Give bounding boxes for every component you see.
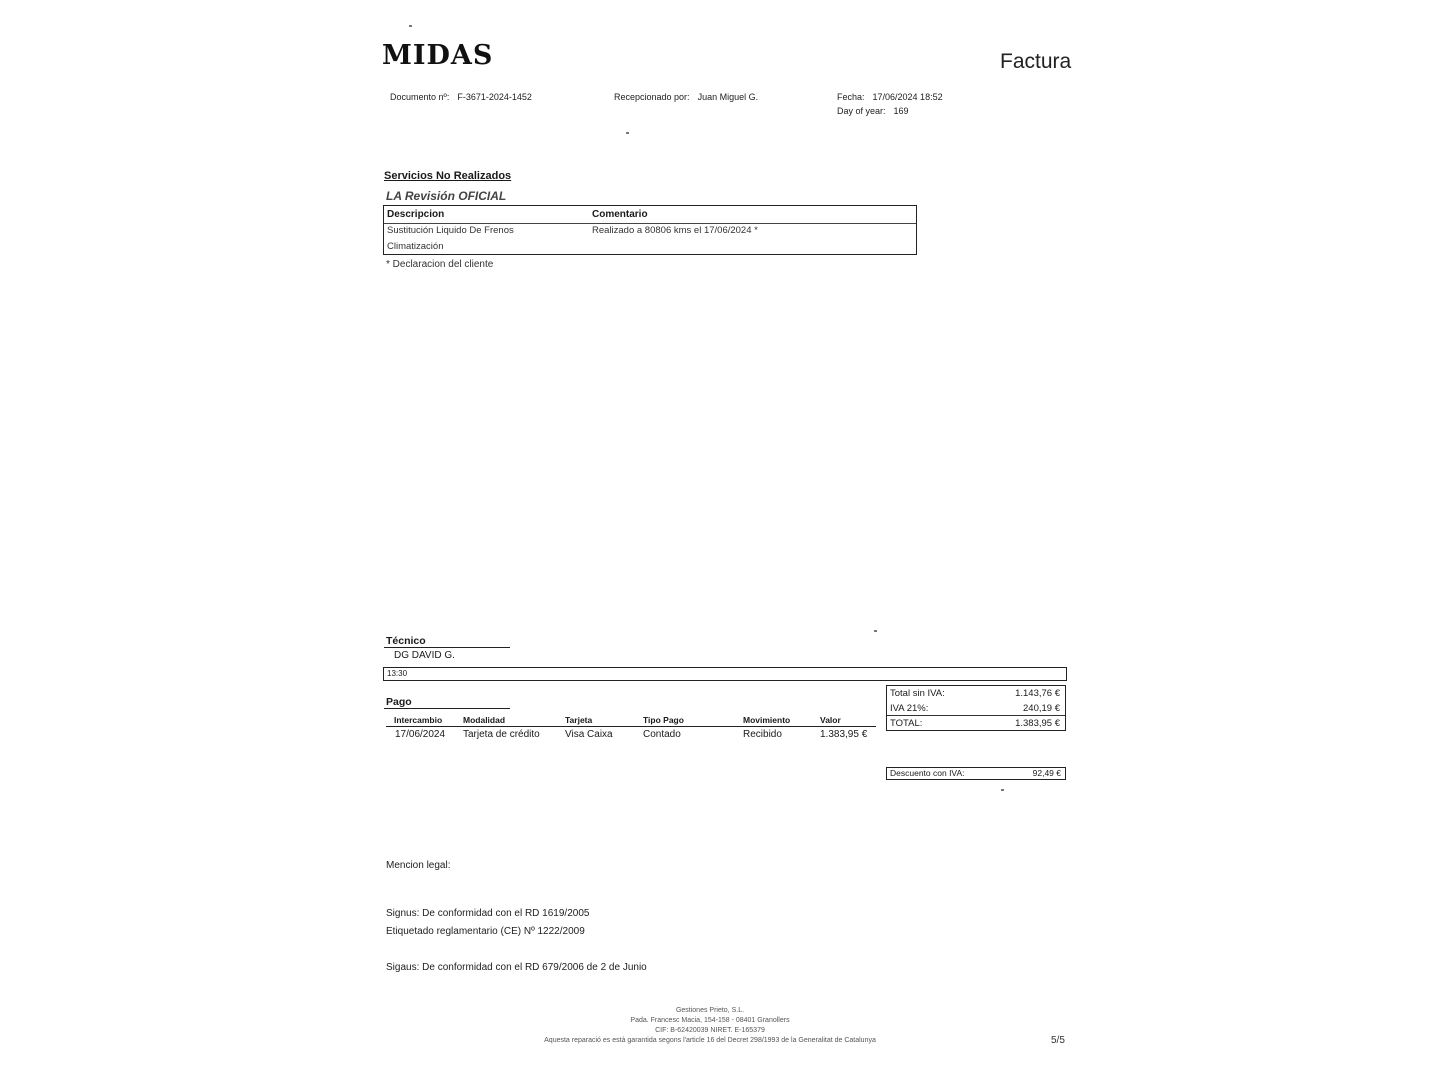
payment-value: 1.383,95 € (820, 729, 868, 740)
page-number: 5/5 (1051, 1035, 1065, 1046)
received-by (614, 92, 758, 102)
footer-address: Pada. Francesc Macia, 154-158 - 08401 Granollers (630, 1017, 790, 1024)
legal-heading: Mencion legal: (386, 860, 451, 871)
payment-col-card: Tarjeta (565, 715, 593, 725)
payment-col-movement: Movimiento (743, 715, 791, 725)
date-label: Fecha: (837, 92, 865, 102)
payment-col-exchange: Intercambio (394, 715, 443, 725)
technician-time: 13:30 (387, 669, 408, 678)
discount-box (886, 767, 1066, 780)
payment-underline (384, 708, 510, 709)
document-date (837, 92, 943, 102)
document-number (390, 92, 532, 102)
discount-label: Descuento con IVA: (890, 768, 965, 778)
legal-sigaus: Sigaus: De conformidad con el RD 679/2006 de 2 de Junio (386, 962, 647, 973)
total-value: 1.383,95 € (1015, 718, 1060, 729)
footer-note: Aquesta reparació es està garantida segons l'article 16 del Decret 298/1993 de la Generalitat de Catalunya (544, 1037, 876, 1044)
payment-col-mode: Modalidad (463, 715, 506, 725)
payment-col-type: Tipo Pago (643, 715, 684, 725)
document-number-value: F-3671-2024-1452 (457, 92, 532, 102)
vat-label: IVA 21%: (890, 703, 929, 714)
technician-underline (384, 647, 510, 648)
subtotal-row (890, 688, 1060, 699)
footer-cif: CIF: B-62420039 NIRET. E-165379 (655, 1027, 765, 1034)
vat-value: 240,19 € (1023, 703, 1060, 714)
date-value: 17/06/2024 18:52 (872, 92, 943, 102)
technician-time-bar (383, 667, 1067, 681)
header-divider (384, 223, 916, 224)
payment-type: Contado (643, 729, 681, 740)
service-row-1-comment: Realizado a 80806 kms el 17/06/2024 * (592, 225, 758, 236)
footer-company: Gestiones Prieto, S.L. (675, 1007, 745, 1014)
midas-logo: MIDAS (382, 40, 494, 71)
technician-name: DG DAVID G. (394, 650, 455, 661)
total-row (890, 718, 1060, 729)
payment-heading: Pago (386, 696, 412, 708)
technician-heading: Técnico (386, 635, 426, 647)
client-declaration-note: * Declaracion del cliente (386, 259, 494, 270)
payment-col-value: Valor (820, 715, 841, 725)
totals-divider (887, 715, 1065, 716)
service-row-1-desc: Sustitución Liquido De Frenos (387, 225, 514, 236)
scan-speck (409, 25, 412, 27)
payment-card: Visa Caixa (565, 729, 613, 740)
payment-exchange-date: 17/06/2024 (395, 729, 446, 740)
services-table (383, 205, 917, 255)
scan-speck (626, 132, 629, 134)
revision-title: LA Revisión OFICIAL (386, 189, 507, 203)
scan-speck (1001, 789, 1004, 791)
received-by-value: Juan Miguel G. (697, 92, 759, 102)
day-of-year-label: Day of year: (837, 106, 886, 116)
vat-row (890, 703, 1060, 714)
day-of-year (837, 106, 909, 116)
totals-box (886, 685, 1066, 731)
discount-value: 92,49 € (1032, 768, 1061, 778)
col-description-header: Descripcion (387, 209, 445, 220)
legal-signus: Signus: De conformidad con el RD 1619/2005 (386, 908, 590, 919)
col-comment-header: Comentario (592, 209, 648, 220)
payment-movement: Recibido (743, 729, 782, 740)
payment-mode: Tarjeta de crédito (463, 729, 540, 740)
subtotal-label: Total sin IVA: (890, 688, 945, 699)
received-by-label: Recepcionado por: (614, 92, 690, 102)
document-title: Factura (1000, 50, 1072, 73)
document-number-label: Documento nº: (390, 92, 450, 102)
company-footer (470, 1006, 950, 1046)
subtotal-value: 1.143,76 € (1015, 688, 1060, 699)
day-of-year-value: 169 (893, 106, 909, 116)
payment-header-underline (386, 726, 876, 727)
services-heading: Servicios No Realizados (384, 170, 512, 182)
legal-labelling: Etiquetado reglamentario (CE) Nº 1222/2009 (386, 926, 585, 937)
scan-speck (874, 630, 877, 632)
service-row-2-desc: Climatización (387, 241, 444, 252)
total-label: TOTAL: (890, 718, 923, 729)
